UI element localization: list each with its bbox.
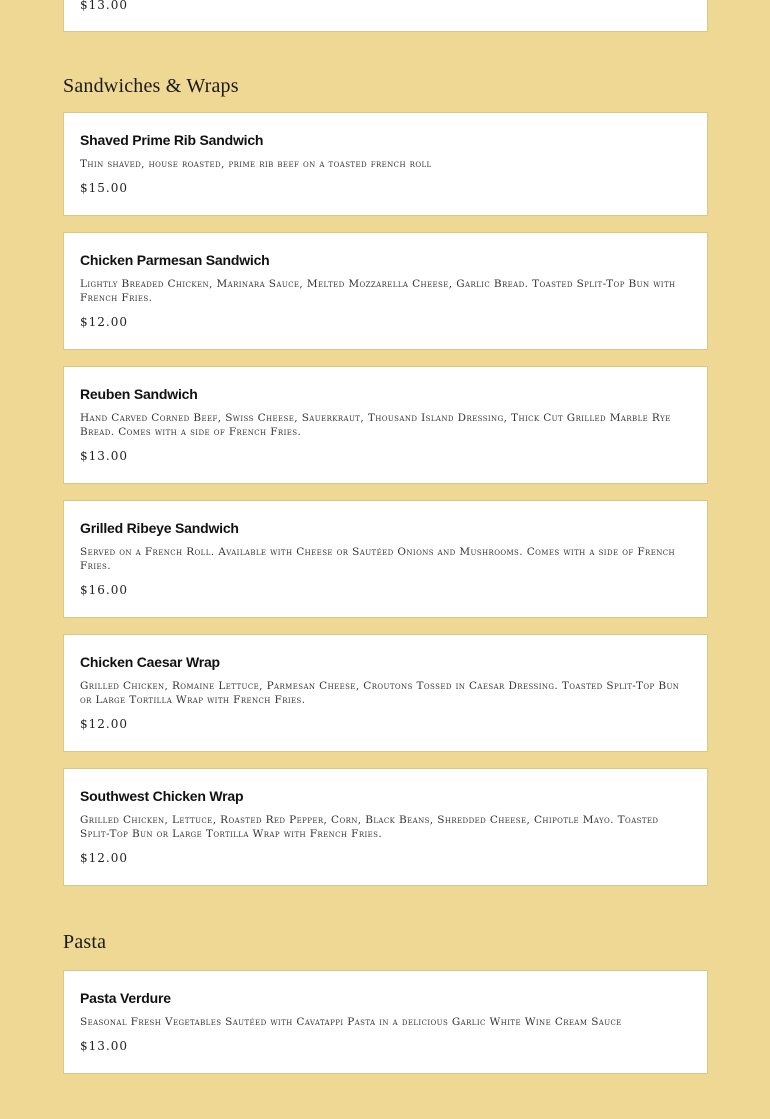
item-name: Grilled Ribeye Sandwich — [80, 520, 239, 536]
section-title-sandwiches-wraps: Sandwiches & Wraps — [63, 75, 239, 97]
menu-item-card[interactable] — [63, 768, 708, 886]
item-description: Grilled Chicken, Romaine Lettuce, Parmesan Cheese, Croutons Tossed in Caesar Dressing. Toasted Split-Top Bun or Large Tortilla Wrap with French Fries. — [80, 680, 680, 706]
item-price: $16.00 — [80, 583, 128, 597]
menu-item-card[interactable] — [63, 0, 708, 32]
menu-item-list-pasta — [63, 970, 708, 1074]
item-name: Shaved Prime Rib Sandwich — [80, 132, 264, 148]
menu-item-card[interactable] — [63, 366, 708, 484]
item-price: $12.00 — [80, 717, 128, 731]
item-price: $13.00 — [80, 0, 128, 12]
menu-page — [63, 0, 708, 1090]
item-name: Reuben Sandwich — [80, 386, 198, 402]
section-title-pasta: Pasta — [63, 931, 107, 953]
item-name: Southwest Chicken Wrap — [80, 788, 244, 804]
item-price: $13.00 — [80, 449, 128, 463]
item-price: $12.00 — [80, 315, 128, 329]
item-description: Grilled Chicken, Lettuce, Roasted Red Pepper, Corn, Black Beans, Shredded Cheese, Chipotle Mayo. Toasted Split-Top Bun or Large Tortilla Wrap with French Fries. — [80, 814, 659, 840]
item-price: $12.00 — [80, 851, 128, 865]
item-description: Thin shaved, house roasted, prime rib beef on a toasted french roll — [80, 158, 432, 170]
menu-item-card[interactable] — [63, 232, 708, 350]
item-description: Lightly Breaded Chicken, Marinara Sauce, Melted Mozzarella Cheese, Garlic Bread. Toasted Split-Top Bun with French Fries. — [80, 278, 676, 304]
item-price: $15.00 — [80, 181, 128, 195]
item-description: Hand Carved Corned Beef, Swiss Cheese, Sauerkraut, Thousand Island Dressing, Thick Cut Grilled Marble Rye Bread. Comes with a side of French Fries. — [80, 412, 671, 438]
menu-item-card[interactable] — [63, 500, 708, 618]
item-description: Seasonal Fresh Vegetables Sautéed with Cavatappi Pasta in a delicious Garlic White Wine Cream Sauce — [80, 1016, 622, 1028]
item-price: $13.00 — [80, 1039, 128, 1053]
item-name: Chicken Caesar Wrap — [80, 654, 220, 670]
menu-item-list-sandwiches — [63, 112, 708, 886]
item-name: Chicken Parmesan Sandwich — [80, 252, 270, 268]
item-name: Pasta Verdure — [80, 990, 171, 1006]
menu-item-card[interactable] — [63, 970, 708, 1074]
menu-item-card[interactable] — [63, 112, 708, 216]
item-description: Served on a French Roll. Available with Cheese or Sautéed Onions and Mushrooms. Comes with a side of French Fries. — [80, 546, 675, 572]
menu-item-card[interactable] — [63, 634, 708, 752]
